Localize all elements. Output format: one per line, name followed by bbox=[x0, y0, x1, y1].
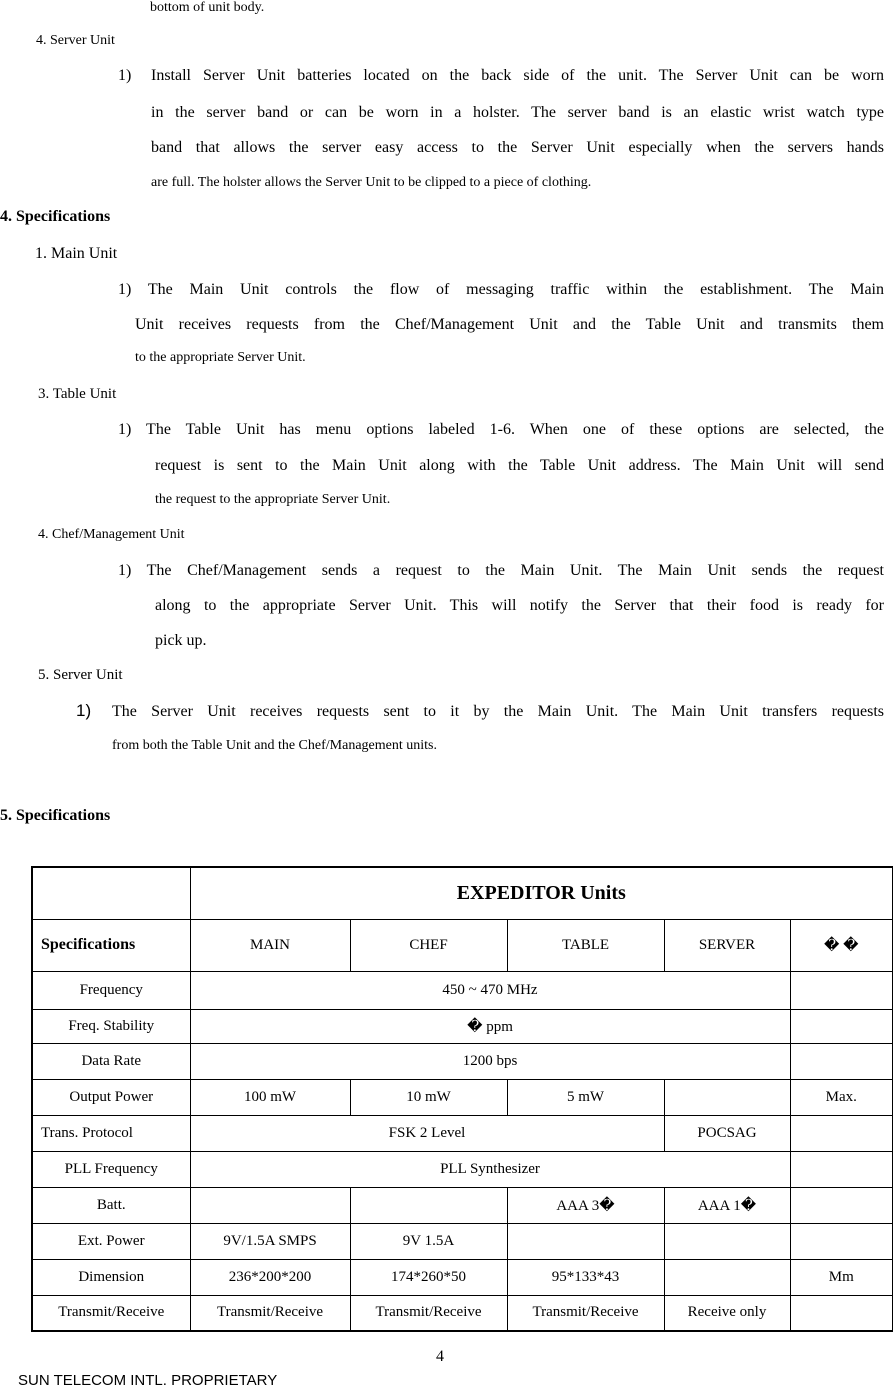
row-chef: 174*260*50 bbox=[350, 1259, 507, 1295]
row-label: Trans. Protocol bbox=[32, 1115, 190, 1151]
row-span-value: 450 ~ 470 MHz bbox=[190, 971, 790, 1009]
row-table: AAA 3� bbox=[507, 1187, 664, 1223]
row-label: Ext. Power bbox=[32, 1223, 190, 1259]
server-intro-line: Install Server Unit batteries located on the back side of the unit. The Server Unit can be worn bbox=[151, 67, 884, 84]
server-unit-line: from both the Table Unit and the Chef/Management units. bbox=[112, 738, 437, 753]
table-row bbox=[32, 1079, 893, 1115]
server-unit-spec-heading: 5. Server Unit bbox=[38, 667, 123, 683]
section-5-heading: 5. Specifications bbox=[0, 807, 111, 824]
row-label: Frequency bbox=[32, 971, 190, 1009]
table-row bbox=[32, 1187, 893, 1223]
section-4-heading: 4. Specifications bbox=[0, 208, 111, 225]
table-row bbox=[32, 1043, 893, 1079]
row-server bbox=[664, 1079, 790, 1115]
continued-text: bottom of unit body. bbox=[150, 0, 265, 15]
server-unit-item-number: 1) bbox=[76, 701, 92, 720]
row-label: Dimension bbox=[32, 1259, 190, 1295]
row-server: Receive only bbox=[664, 1295, 790, 1331]
table-row bbox=[32, 1259, 893, 1295]
main-unit-line: to the appropriate Server Unit. bbox=[135, 350, 306, 365]
row-label: Transmit/Receive bbox=[32, 1295, 190, 1331]
row-table bbox=[507, 1223, 664, 1259]
table-title-row bbox=[32, 867, 893, 919]
row-last: Max. bbox=[790, 1079, 893, 1115]
row-last: Mm bbox=[790, 1259, 893, 1295]
header-server: SERVER bbox=[664, 919, 790, 971]
row-server: POCSAG bbox=[664, 1115, 790, 1151]
table-unit-heading: 3. Table Unit bbox=[38, 386, 117, 402]
proprietary-notice: SUN TELECOM INTL. PROPRIETARY bbox=[18, 1372, 278, 1389]
row-last bbox=[790, 1115, 893, 1151]
row-last bbox=[790, 1043, 893, 1079]
row-table: Transmit/Receive bbox=[507, 1295, 664, 1331]
row-span-value: FSK 2 Level bbox=[190, 1115, 664, 1151]
main-unit-line: Unit receives requests from the Chef/Management Unit and the Table Unit and transmits them bbox=[135, 316, 884, 333]
row-label: Freq. Stability bbox=[32, 1009, 190, 1043]
table-unit-line: request is sent to the Main Unit along with the Table Unit address. The Main Unit will send bbox=[155, 457, 884, 474]
server-intro-line: band that allows the server easy access to the Server Unit especially when the servers hands bbox=[151, 139, 884, 156]
row-label: Output Power bbox=[32, 1079, 190, 1115]
row-label: Batt. bbox=[32, 1187, 190, 1223]
row-server bbox=[664, 1223, 790, 1259]
chef-unit-line: 1) The Chef/Management sends a request to the Main Unit. The Main Unit sends the request bbox=[118, 562, 884, 579]
table-row bbox=[32, 1151, 893, 1187]
main-unit-line: 1) The Main Unit controls the flow of messaging traffic within the establishment. The Main bbox=[118, 281, 884, 298]
chef-unit-line: pick up. bbox=[155, 632, 207, 649]
row-main: 9V/1.5A SMPS bbox=[190, 1223, 350, 1259]
page-number: 4 bbox=[436, 1348, 444, 1365]
server-intro-line: in the server band or can be worn in a holster. The server band is an elastic wrist watch type bbox=[151, 104, 884, 121]
table-row bbox=[32, 971, 893, 1009]
row-last bbox=[790, 1009, 893, 1043]
row-last bbox=[790, 1151, 893, 1187]
row-main bbox=[190, 1187, 350, 1223]
row-table: 95*133*43 bbox=[507, 1259, 664, 1295]
row-chef bbox=[350, 1187, 507, 1223]
header-chef: CHEF bbox=[350, 919, 507, 971]
table-unit-line: the request to the appropriate Server Unit. bbox=[155, 492, 391, 507]
row-chef: 10 mW bbox=[350, 1079, 507, 1115]
header-extra: � � bbox=[790, 919, 893, 971]
chef-unit-line: along to the appropriate Server Unit. This will notify the Server that their food is ready for bbox=[155, 597, 884, 614]
server-item-number: 1) bbox=[118, 67, 132, 84]
main-unit-heading: 1. Main Unit bbox=[35, 245, 118, 262]
row-chef: 9V 1.5A bbox=[350, 1223, 507, 1259]
table-row bbox=[32, 1295, 893, 1331]
row-label: Data Rate bbox=[32, 1043, 190, 1079]
row-main: Transmit/Receive bbox=[190, 1295, 350, 1331]
table-title: EXPEDITOR Units bbox=[190, 867, 893, 919]
chef-unit-heading: 4. Chef/Management Unit bbox=[38, 527, 185, 542]
row-last bbox=[790, 1187, 893, 1223]
table-corner-cell bbox=[32, 867, 190, 919]
row-last bbox=[790, 971, 893, 1009]
table-row bbox=[32, 1223, 893, 1259]
row-last bbox=[790, 1223, 893, 1259]
row-last bbox=[790, 1295, 893, 1331]
header-main: MAIN bbox=[190, 919, 350, 971]
row-span-value: � ppm bbox=[190, 1009, 790, 1043]
table-header-row bbox=[32, 919, 893, 971]
header-specifications: Specifications bbox=[32, 919, 190, 971]
row-table: 5 mW bbox=[507, 1079, 664, 1115]
table-row bbox=[32, 1115, 893, 1151]
server-unit-heading: 4. Server Unit bbox=[36, 33, 115, 48]
row-server: AAA 1� bbox=[664, 1187, 790, 1223]
server-intro-line: are full. The holster allows the Server Unit to be clipped to a piece of clothing. bbox=[151, 175, 592, 190]
row-span-value: PLL Synthesizer bbox=[190, 1151, 790, 1187]
table-unit-line: 1) The Table Unit has menu options labeled 1-6. When one of these options are selected, the bbox=[118, 421, 884, 438]
row-main: 100 mW bbox=[190, 1079, 350, 1115]
specifications-table bbox=[31, 866, 893, 1332]
row-main: 236*200*200 bbox=[190, 1259, 350, 1295]
header-table: TABLE bbox=[507, 919, 664, 971]
row-span-value: 1200 bps bbox=[190, 1043, 790, 1079]
row-chef: Transmit/Receive bbox=[350, 1295, 507, 1331]
row-server bbox=[664, 1259, 790, 1295]
row-label: PLL Frequency bbox=[32, 1151, 190, 1187]
server-unit-line: The Server Unit receives requests sent to it by the Main Unit. The Main Unit transfers requests bbox=[112, 703, 884, 720]
table-row bbox=[32, 1009, 893, 1043]
